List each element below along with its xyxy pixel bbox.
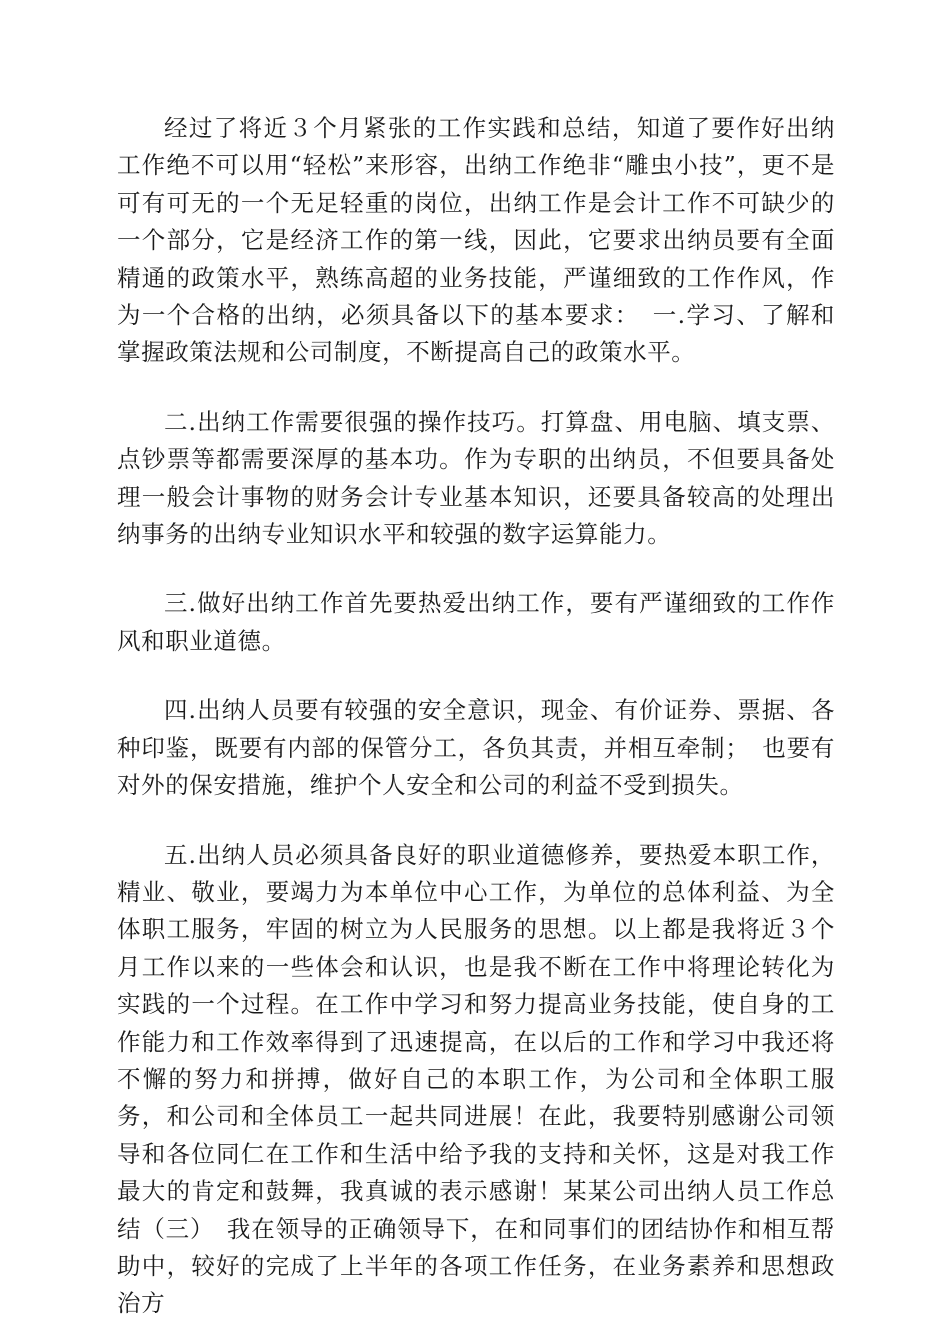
paragraph-4: 四.出纳人员要有较强的安全意识，现金、有价证券、票据、各种印鉴，既要有内部的保管分工，各负其责，并相互牵制； 也要有对外的保安措施，维护个人安全和公司的利益不受到损失。 <box>117 696 835 800</box>
paragraph-1: 经过了将近３个月紧张的工作实践和总结，知道了要作好出纳工作绝不可以用“轻松”来形容，出纳工作绝非“雕虫小技”，更不是可有可无的一个无足轻重的岗位，出纳工作是会计工作不可缺少的一个部分，它是经济工作的第一线，因此，它要求出纳员要有全面精通的政策水平，熟练高超的业务技能，严谨细致的工作作风，作为一个合格的出纳，必须具备以下的基本要求： 一.学习、了解和掌握政策法规和公司制度，不断提高自己的政策水平。 <box>117 114 836 367</box>
paragraph-2: 二.出纳工作需要很强的操作技巧。打算盘、用电脑、填支票、点钞票等都需要深厚的基本功。作为专职的出纳员，不但要具备处理一般会计事物的财务会计专业基本知识，还要具备较高的处理出纳事务的出纳专业知识水平和较强的数字运算能力。 <box>117 407 835 549</box>
paragraph-5: 五.出纳人员必须具备良好的职业道德修养，要热爱本职工作，精业、敬业，要竭力为本单位中心工作，为单位的总体利益、为全体职工服务，牢固的树立为人民服务的思想。以上都是我将近３个月工作以来的一些体会和认识，也是我不断在工作中将理论转化为实践的一个过程。在工作中学习和努力提高业务技能，使自身的工作能力和工作效率得到了迅速提高，在以后的工作和学习中我还将不懈的努力和拼搏，做好自己的本职工作，为公司和全体职工服务，和公司和全体员工一起共同进展！在此，我要特别感谢公司领导和各位同仁在工作和生活中给予我的支持和关怀，这是对我工作最大的肯定和鼓舞，我真诚的表示感谢！某某公司出纳人员工作总结（三） 我在领导的正确领导下，在和同事们的团结协作和相互帮助中，较好的完成了上半年的各项工作任务，在业务素养和思想政治方 <box>117 840 835 1318</box>
paragraph-3: 三.做好出纳工作首先要热爱出纳工作，要有严谨细致的工作作风和职业道德。 <box>117 589 835 655</box>
document-body <box>117 110 835 1323</box>
